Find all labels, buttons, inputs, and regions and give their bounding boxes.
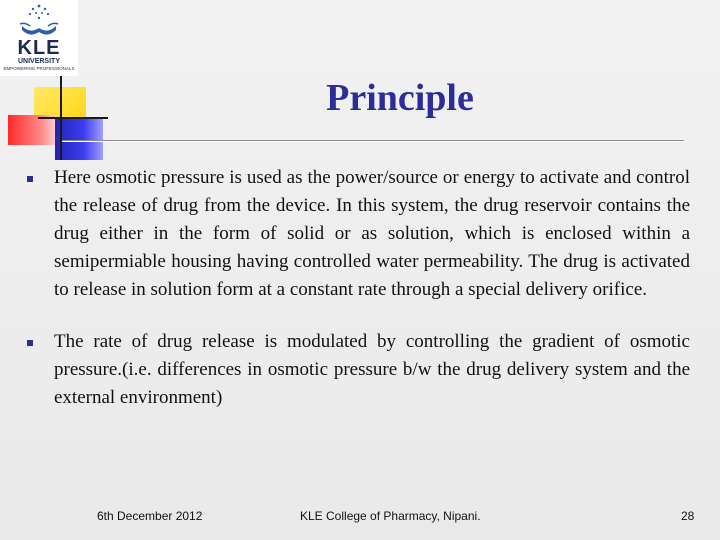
bullet-text: The rate of drug release is modulated by controlling the gradient of osmotic pressure.(i.e. differences in osmotic pressure b/w the drug delivery system and the external environment) xyxy=(54,331,690,408)
square-bullet-icon xyxy=(27,340,33,346)
bullet-item xyxy=(24,328,690,412)
slide-title: Principle xyxy=(326,77,474,119)
logo-tagline: EMPOWERING PROFESSIONALS xyxy=(3,66,75,71)
square-bullet-icon xyxy=(27,176,33,182)
hands-stars-emblem-icon xyxy=(0,0,78,40)
footer-date: 6th December 2012 xyxy=(97,509,203,523)
decor-short-horizontal-line xyxy=(38,117,108,119)
footer-page-number: 28 xyxy=(681,509,695,523)
title-underline-highlight xyxy=(62,141,684,142)
bullet-text: Here osmotic pressure is used as the power/source or energy to activate and control the release of drug from the device. In this system, the drug reservoir contains the drug either in the form of solid or as solution, which is enclosed within a semipermiable housing having controlled water permeability. The drug is activated to release in solution form at a constant rate through a special delivery orifice. xyxy=(54,167,690,300)
bullet-list xyxy=(24,164,690,436)
logo-main-text: KLE xyxy=(17,37,61,59)
decor-blue-square xyxy=(55,118,103,160)
kle-university-logo xyxy=(0,0,78,76)
decor-red-square xyxy=(8,115,56,145)
logo-sub-text: UNIVERSITY xyxy=(17,58,60,65)
bullet-item xyxy=(24,164,690,304)
footer-organization: KLE College of Pharmacy, Nipani. xyxy=(300,509,481,523)
